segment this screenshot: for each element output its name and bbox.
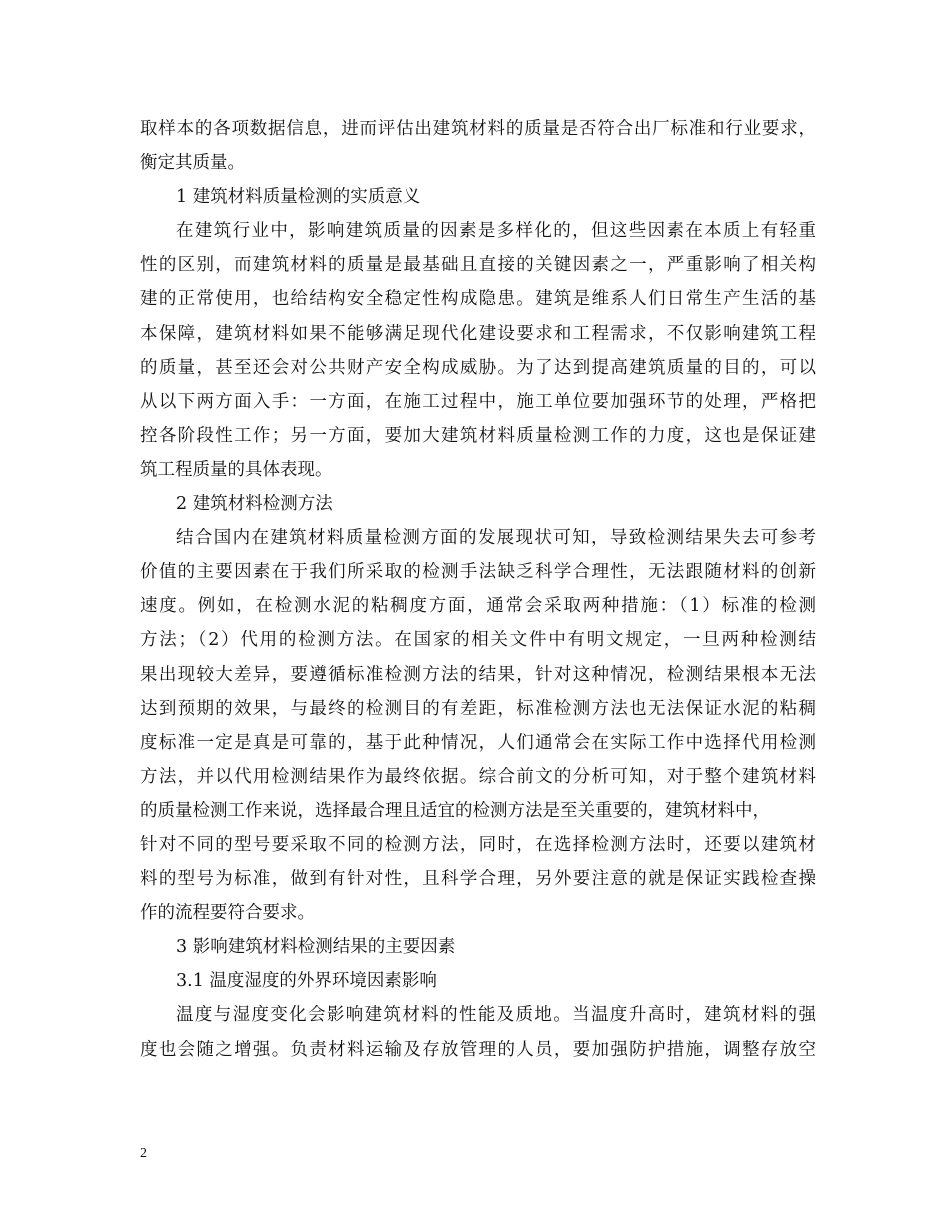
text-line: 建的正常使用，也给结构安全稳定性构成隐患。建筑是维系人们日常生产生活的基 (140, 289, 816, 310)
text-line: 度也会随之增强。负责材料运输及存放管理的人员，要加强防护措施，调整存放空 (140, 1039, 816, 1060)
text-line: 本保障，建筑材料如果不能够满足现代化建设要求和工程需求，不仅影响建筑工程 (140, 323, 816, 344)
text-line: 的质量检测工作来说，选择最合理且适宜的检测方法是至关重要的，建筑材料中， (140, 800, 770, 821)
text-line: 2 建筑材料检测方法 (176, 494, 333, 515)
text-line: 取样本的各项数据信息，进而评估出建筑材料的质量是否符合出厂标准和行业要求， (140, 119, 816, 139)
document-body (140, 112, 816, 1067)
text-line: 料的型号为标准，做到有针对性，且科学合理，另外要注意的就是保证实践检查操 (140, 869, 816, 890)
text-line: 结合国内在建筑材料质量检测方面的发展现状可知，导致检测结果失去可参考 (176, 528, 816, 549)
text-line: 3 影响建筑材料检测结果的主要因素 (176, 937, 456, 958)
text-line: 度标准一定是真是可靠的，基于此种情况，人们通常会在实际工作中选择代用检测 (140, 732, 816, 753)
text-line: 作的流程要符合要求。 (140, 903, 315, 924)
text-line: 针对不同的型号要采取不同的检测方法，同时，在选择检测方法时，还要以建筑材 (140, 834, 816, 855)
text-line: 控各阶段性工作；另一方面，要加大建筑材料质量检测工作的力度，这也是保证建 (140, 425, 816, 446)
text-line: 衡定其质量。 (140, 153, 245, 174)
text-line: 在建筑行业中，影响建筑质量的因素是多样化的，但这些因素在本质上有轻重 (176, 221, 816, 242)
text-line: 速度。例如，在检测水泥的粘稠度方面，通常会采取两种措施：（1）标准的检测 (140, 596, 816, 617)
text-line: 温度与湿度变化会影响建筑材料的性能及质地。当温度升高时，建筑材料的强 (176, 1005, 816, 1026)
text-line: 达到预期的效果，与最终的检测目的有差距，标准检测方法也无法保证水泥的粘稠 (140, 698, 816, 719)
text-line: 3.1 温度湿度的外界环境因素影响 (176, 971, 437, 992)
text-line: 从以下两方面入手：一方面，在施工过程中，施工单位要加强环节的处理，严格把 (140, 391, 816, 412)
text-line: 方法，并以代用检测结果作为最终依据。综合前文的分析可知，对于整个建筑材料 (140, 766, 816, 787)
text-line: 筑工程质量的具体表现。 (140, 459, 333, 480)
text-line: 1 建筑材料质量检测的实质意义 (176, 187, 421, 208)
text-line: 果出现较大差异，要遵循标准检测方法的结果，针对这种情况，检测结果根本无法 (140, 664, 816, 685)
page-number: 2 (140, 1146, 147, 1161)
text-line: 的质量，甚至还会对公共财产安全构成威胁。为了达到提高建筑质量的目的，可以 (140, 357, 816, 378)
text-line: 价值的主要因素在于我们所采取的检测手法缺乏科学合理性，无法跟随材料的创新 (140, 562, 816, 583)
text-line: 方法；（2）代用的检测方法。在国家的相关文件中有明文规定，一旦两种检测结 (140, 630, 816, 651)
text-line: 性的区别，而建筑材料的质量是最基础且直接的关键因素之一，严重影响了相关构 (140, 255, 816, 276)
